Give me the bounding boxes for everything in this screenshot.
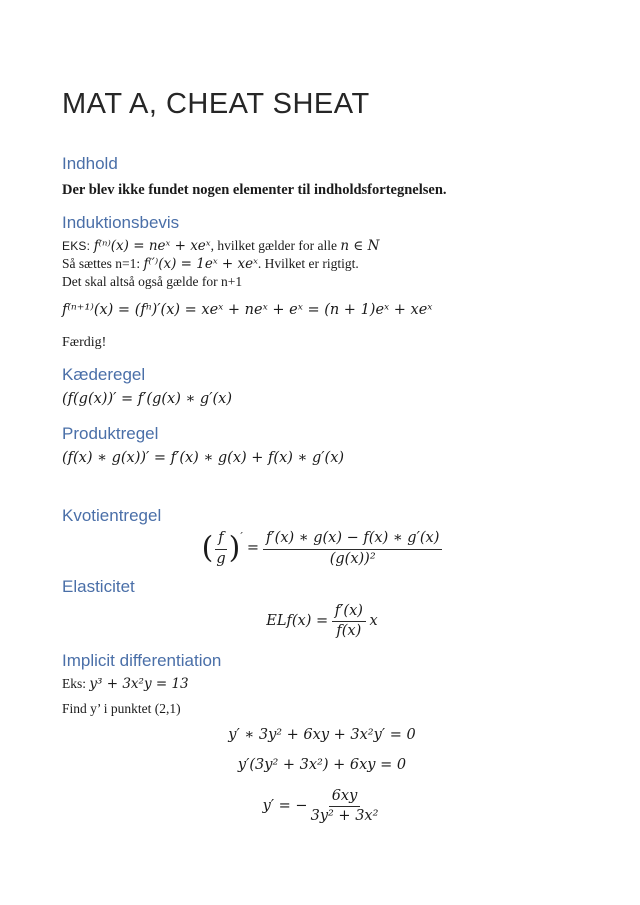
elasticitet-tail: x bbox=[369, 613, 378, 630]
implicit-equation-1: y′ ∗ 3y² + 6xy + 3x²y′ = 0 bbox=[228, 726, 416, 743]
rhs-fraction bbox=[263, 530, 442, 567]
elasticitet-heading: Elasticitet bbox=[62, 576, 135, 596]
implicit-eks-math: y³ + 3x²y = 13 bbox=[89, 675, 189, 692]
induktion-line-2 bbox=[62, 255, 582, 273]
lhs-fraction bbox=[213, 530, 228, 567]
section-indhold bbox=[62, 154, 582, 198]
section-kaederegel bbox=[62, 365, 582, 408]
induktion-line-1 bbox=[62, 237, 582, 255]
implicit-eq3-numerator: 6xy bbox=[329, 788, 361, 807]
kvotientregel-equation bbox=[62, 530, 582, 567]
document-title: MAT A, CHEAT SHEAT bbox=[62, 88, 370, 120]
section-induktionsbevis bbox=[62, 213, 582, 352]
implicit-equation-3 bbox=[62, 788, 582, 825]
left-paren: ( bbox=[201, 531, 214, 567]
induktionsbevis-body bbox=[62, 237, 582, 291]
elasticitet-equation bbox=[62, 603, 582, 640]
right-paren: ) bbox=[228, 531, 241, 567]
eks-label: EKS: bbox=[62, 238, 94, 253]
implicit-eq3-denominator: 3y² + 3x² bbox=[310, 807, 379, 824]
lhs-denominator: g bbox=[216, 550, 226, 567]
kvotientregel-heading: Kvotientregel bbox=[62, 506, 162, 526]
induktion-formula: f⁽ⁿ⁺¹⁾(x) = (fⁿ)′(x) = xeˣ + neˣ + eˣ = (n + 1)eˣ + xeˣ bbox=[62, 301, 433, 318]
rhs-denominator: (g(x))² bbox=[329, 550, 376, 567]
elasticitet-fraction bbox=[332, 603, 366, 640]
induktion-line2-post: . Hvilket er rigtigt. bbox=[257, 255, 359, 271]
lhs-numerator: f bbox=[215, 530, 226, 549]
implicit-eks-label: Eks: bbox=[62, 675, 90, 691]
prime-mark: ′ bbox=[240, 530, 243, 544]
induktion-line2-pre: Så sættes n=1: bbox=[62, 255, 144, 271]
induktion-line1-math: f⁽ⁿ⁾(x) = neˣ + xeˣ bbox=[93, 237, 211, 254]
elasticitet-denominator: f(x) bbox=[336, 623, 362, 640]
produktregel-heading: Produktregel bbox=[62, 423, 159, 443]
rhs-numerator: f′(x) ∗ g(x) − f(x) ∗ g′(x) bbox=[263, 530, 442, 549]
equals-sign: = bbox=[246, 540, 259, 557]
kaederegel-formula: (f(g(x))′ = f′(g(x) ∗ g′(x) bbox=[62, 390, 232, 407]
implicit-heading: Implicit differentiation bbox=[62, 651, 222, 671]
implicit-equation-2: y′(3y² + 3x²) + 6xy = 0 bbox=[237, 757, 407, 774]
section-elasticitet bbox=[62, 577, 582, 641]
elasticitet-lhs: ELf(x) = bbox=[266, 613, 329, 630]
kaederegel-heading: Kæderegel bbox=[62, 365, 146, 385]
induktion-line1-tail: , hvilket gælder for alle bbox=[210, 237, 341, 253]
section-produktregel bbox=[62, 424, 582, 468]
induktion-line2-math: f⁽′⁾(x) = 1eˣ + xeˣ bbox=[143, 255, 258, 272]
section-kvotientregel bbox=[62, 506, 582, 568]
implicit-example-line bbox=[62, 675, 582, 693]
induktion-line-3: Det skal altså også gælde for n+1 bbox=[62, 273, 243, 289]
elasticitet-numerator: f′(x) bbox=[332, 603, 366, 622]
section-implicit-differentiation bbox=[62, 651, 582, 825]
implicit-eq3-lhs: y′ = − bbox=[262, 797, 308, 814]
implicit-find-line: Find y’ i punktet (2,1) bbox=[62, 700, 181, 716]
toc-empty-message: Der blev ikke fundet nogen elementer til indholdsfortegnelsen. bbox=[62, 181, 447, 198]
produktregel-formula: (f(x) ∗ g(x))′ = f′(x) ∗ g(x) + f(x) ∗ g′(x) bbox=[62, 450, 345, 467]
induktion-line1-math2: n ∈ N bbox=[340, 237, 380, 254]
indhold-heading: Indhold bbox=[62, 154, 118, 174]
implicit-eq3-fraction bbox=[308, 788, 382, 825]
induktion-done: Færdig! bbox=[62, 335, 107, 351]
induktionsbevis-heading: Induktionsbevis bbox=[62, 213, 180, 233]
